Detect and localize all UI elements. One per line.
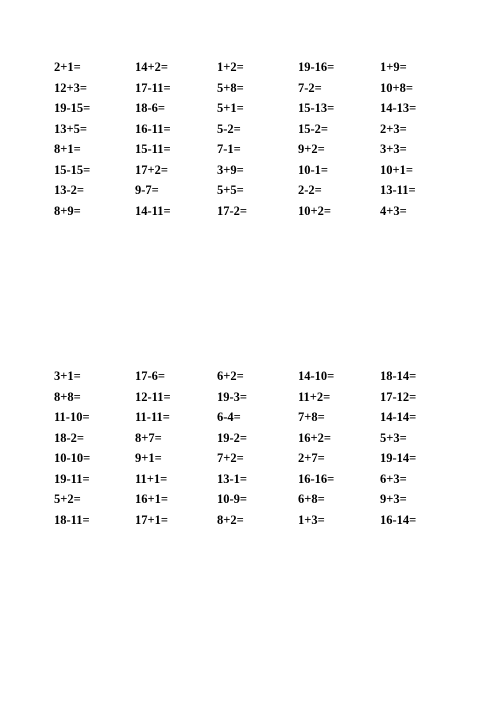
problem-row: [54, 387, 454, 408]
arithmetic-problem: 14-14=: [380, 410, 417, 424]
arithmetic-problem: 5+5=: [217, 183, 244, 197]
arithmetic-problem: 8+2=: [217, 512, 244, 527]
arithmetic-problem: 12+3=: [54, 80, 87, 95]
arithmetic-problem: 10+8=: [380, 80, 413, 95]
arithmetic-problem: 13-11=: [380, 183, 416, 197]
arithmetic-problem: 14-11=: [135, 203, 171, 218]
arithmetic-problem: 17-12=: [380, 389, 417, 404]
arithmetic-problem: 7+2=: [217, 451, 244, 465]
arithmetic-problem: 5-2=: [217, 121, 241, 136]
arithmetic-problem: 6+3=: [380, 471, 407, 486]
arithmetic-problem: 9-7=: [135, 183, 159, 197]
arithmetic-problem: 19-14=: [380, 451, 417, 465]
arithmetic-problem: 16+1=: [135, 492, 168, 506]
arithmetic-problem: 10-10=: [54, 451, 91, 465]
problem-row: [54, 469, 454, 490]
arithmetic-problem: 17+1=: [135, 512, 168, 527]
arithmetic-problem: 5+2=: [54, 492, 81, 506]
arithmetic-problem: 19-3=: [217, 389, 248, 404]
arithmetic-problem: 17-11=: [135, 80, 171, 95]
arithmetic-problem: 10+1=: [380, 162, 413, 177]
problem-row: [54, 160, 454, 181]
arithmetic-problem: 4+3=: [380, 203, 407, 218]
arithmetic-problem: 3+1=: [54, 369, 81, 383]
arithmetic-problem: 1+9=: [380, 60, 407, 74]
arithmetic-problem: 5+8=: [217, 80, 244, 95]
arithmetic-problem: 15-13=: [298, 101, 335, 115]
arithmetic-problem: 1+3=: [298, 512, 325, 527]
problem-row: [54, 448, 454, 469]
arithmetic-problem: 14-13=: [380, 101, 417, 115]
problem-row: [54, 180, 454, 201]
arithmetic-problem: 12-11=: [135, 389, 171, 404]
arithmetic-problem: 9+3=: [380, 492, 407, 506]
arithmetic-problem: 9+2=: [298, 142, 325, 156]
arithmetic-problem: 2+3=: [380, 121, 407, 136]
problem-row: [54, 57, 454, 78]
arithmetic-problem: 16-16=: [298, 471, 335, 486]
arithmetic-problem: 15-11=: [135, 142, 171, 156]
problem-row: [54, 139, 454, 160]
arithmetic-problem: 19-15=: [54, 101, 91, 115]
arithmetic-problem: 13+5=: [54, 121, 87, 136]
arithmetic-problem: 6+2=: [217, 369, 244, 383]
arithmetic-problem: 2+1=: [54, 60, 81, 74]
arithmetic-problem: 2-2=: [298, 183, 322, 197]
arithmetic-problem: 7-1=: [217, 142, 241, 156]
arithmetic-problem: 8+1=: [54, 142, 81, 156]
arithmetic-problem: 3+9=: [217, 162, 244, 177]
arithmetic-problem: 8+9=: [54, 203, 81, 218]
arithmetic-problem: 5+1=: [217, 101, 244, 115]
problem-set-2: [54, 366, 454, 530]
problem-row: [54, 201, 454, 222]
arithmetic-problem: 15-2=: [298, 121, 329, 136]
arithmetic-problem: 16-14=: [380, 512, 417, 527]
arithmetic-problem: 16-11=: [135, 121, 171, 136]
arithmetic-problem: 14-10=: [298, 369, 335, 383]
arithmetic-problem: 10-9=: [217, 492, 248, 506]
problem-row: [54, 78, 454, 99]
arithmetic-problem: 13-1=: [217, 471, 248, 486]
problem-row: [54, 119, 454, 140]
problem-set-1: [54, 57, 454, 221]
arithmetic-problem: 11-11=: [135, 410, 170, 424]
arithmetic-problem: 6-4=: [217, 410, 241, 424]
problem-row: [54, 510, 454, 531]
problem-row: [54, 407, 454, 428]
arithmetic-problem: 18-2=: [54, 430, 85, 445]
arithmetic-problem: 11+1=: [135, 471, 168, 486]
arithmetic-problem: 5+3=: [380, 430, 407, 445]
arithmetic-problem: 11+2=: [298, 389, 331, 404]
arithmetic-problem: 7-2=: [298, 80, 322, 95]
arithmetic-problem: 3+3=: [380, 142, 407, 156]
arithmetic-problem: 16+2=: [298, 430, 331, 445]
arithmetic-problem: 1+2=: [217, 60, 244, 74]
arithmetic-problem: 18-6=: [135, 101, 166, 115]
arithmetic-problem: 8+7=: [135, 430, 162, 445]
arithmetic-problem: 17-2=: [217, 203, 248, 218]
arithmetic-problem: 15-15=: [54, 162, 91, 177]
problem-row: [54, 366, 454, 387]
arithmetic-problem: 10-1=: [298, 162, 329, 177]
arithmetic-problem: 19-16=: [298, 60, 335, 74]
arithmetic-problem: 8+8=: [54, 389, 81, 404]
arithmetic-problem: 11-10=: [54, 410, 90, 424]
arithmetic-problem: 10+2=: [298, 203, 331, 218]
arithmetic-problem: 17-6=: [135, 369, 166, 383]
arithmetic-problem: 18-11=: [54, 512, 90, 527]
problem-row: [54, 489, 454, 510]
arithmetic-problem: 2+7=: [298, 451, 325, 465]
arithmetic-problem: 9+1=: [135, 451, 162, 465]
arithmetic-problem: 18-14=: [380, 369, 417, 383]
arithmetic-problem: 13-2=: [54, 183, 85, 197]
arithmetic-problem: 14+2=: [135, 60, 168, 74]
arithmetic-problem: 7+8=: [298, 410, 325, 424]
arithmetic-problem: 19-11=: [54, 471, 90, 486]
arithmetic-problem: 17+2=: [135, 162, 168, 177]
problem-row: [54, 98, 454, 119]
problem-row: [54, 428, 454, 449]
arithmetic-problem: 19-2=: [217, 430, 248, 445]
arithmetic-problem: 6+8=: [298, 492, 325, 506]
